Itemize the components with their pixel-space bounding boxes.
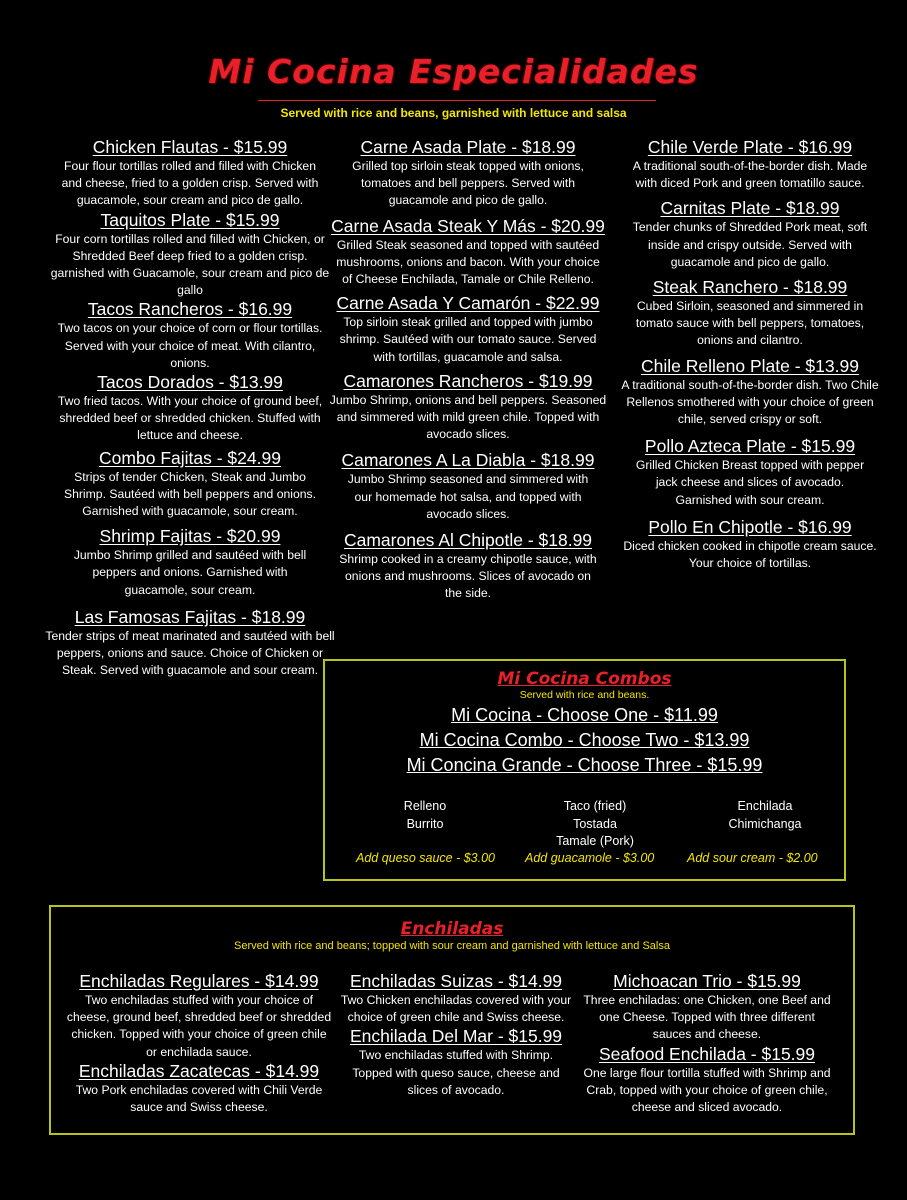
menu-item-description: Two Chicken enchiladas covered with your choice of green chile and Swiss cheese. — [340, 993, 572, 1025]
menu-column-3 — [600, 137, 900, 572]
menu-item — [40, 210, 340, 300]
menu-item — [318, 216, 618, 289]
menu-item-description: Diced chicken cooked in chipotle cream sauce. Your choice of tortillas. — [623, 538, 877, 571]
menu-item-title: Tacos Dorados - $13.99 — [97, 372, 283, 393]
menu-item-description: Cubed Sirloin, seasoned and simmered in tomato sauce with bell peppers, tomatoes, onions and cilantro. — [635, 299, 865, 348]
menu-item-title: Enchiladas Suizas - $14.99 — [349, 971, 563, 991]
combo-option: Tamale (Pork) — [556, 834, 634, 848]
menu-item-description: Jumbo Shrimp grilled and sautéed with bell peppers and onions. Garnished with guacamole, sour cream. — [73, 548, 307, 597]
menu-item-title: Chile Verde Plate - $16.99 — [647, 137, 853, 157]
menu-item-title: Steak Ranchero - $18.99 — [652, 277, 848, 298]
combos-subtitle: Served with rice and beans. — [519, 689, 650, 701]
menu-item — [40, 137, 340, 210]
menu-item-description: Grilled Steak seasoned and topped with sautéed mushrooms, onions and bacon. With your choice of Cheese Enchilada, Tamale or Chile Relleno. — [336, 237, 600, 287]
menu-item-description: Two enchiladas stuffed with Shrimp. Topped with queso sauce, cheese and slices of avocado. — [352, 1048, 560, 1097]
menu-item-title: Carne Asada Y Camarón - $22.99 — [336, 293, 600, 314]
menu-item-title: Camarones Al Chipotle - $18.99 — [343, 530, 593, 551]
menu-item-title: Seafood Enchilada - $15.99 — [599, 1043, 815, 1064]
menu-item-title: Enchiladas Regulares - $14.99 — [79, 971, 319, 991]
addon-queso: Add queso sauce - $3.00 — [356, 851, 495, 865]
menu-item-title: Chicken Flautas - $15.99 — [92, 137, 288, 157]
menu-item-description: Jumbo Shrimp seasoned and simmered with our homemade hot salsa, and topped with avocado slices. — [347, 472, 589, 521]
menu-item-description: Two tacos on your choice of corn or flour tortillas. Served with your choice of meat. With cilantro, onions. — [57, 321, 323, 370]
menu-item-description: Two Pork enchiladas covered with Chili Verde sauce and Swiss cheese. — [75, 1082, 323, 1115]
combo-option: Enchilada — [737, 799, 793, 813]
menu-item-title: Michoacan Trio - $15.99 — [613, 971, 801, 991]
page-subtitle: Served with rice and beans, garnished with lettuce and salsa — [280, 106, 627, 120]
menu-item-description: Grilled top sirloin steak topped with onions, tomatoes and bell peppers. Served with guacamole and pico de gallo. — [352, 159, 584, 208]
menu-item — [579, 1044, 835, 1117]
menu-item-title: Pollo Azteca Plate - $15.99 — [644, 436, 856, 457]
menu-item-description: Four corn tortillas rolled and filled with Chicken, or Shredded Beef deep fried to a golden crisp. garnished with Guacamole, sour cream and pico de gallo — [50, 231, 330, 298]
menu-item-description: One large flour tortilla stuffed with Shrimp and Crab, topped with your choice of green chile, cheese and sliced avocado. — [583, 1065, 831, 1115]
menu-item-title: Camarones Rancheros - $19.99 — [343, 370, 593, 391]
title-divider — [258, 100, 656, 101]
menu-item — [600, 198, 900, 271]
menu-item — [65, 971, 333, 1061]
menu-item-title: Camarones A La Diabla - $18.99 — [341, 450, 595, 471]
menu-item-description: Four flour tortillas rolled and filled with Chicken and cheese, fried to a golden crisp. Served with guacamole, sour cream and pico de gallo. — [61, 159, 319, 208]
menu-item-title: Combo Fajitas - $24.99 — [99, 447, 281, 468]
menu-item — [318, 450, 618, 523]
menu-item-description: Jumbo Shrimp, onions and bell peppers. Seasoned and simmered with mild green chile. Topped with avocado slices. — [329, 392, 607, 442]
menu-item-title: Carne Asada Steak Y Más - $20.99 — [331, 215, 605, 236]
menu-item-title: Taquitos Plate - $15.99 — [100, 209, 280, 230]
menu-item — [318, 137, 618, 210]
menu-item-title: Carne Asada Plate - $18.99 — [360, 137, 576, 157]
menu-item — [600, 436, 900, 509]
menu-item — [579, 971, 835, 1044]
menu-item — [318, 293, 618, 366]
menu-item — [325, 1026, 587, 1099]
menu-item — [40, 299, 340, 372]
menu-column-2 — [318, 137, 618, 603]
menu-item-title: Shrimp Fajitas - $20.99 — [99, 526, 281, 547]
menu-item-title: Enchilada Del Mar - $15.99 — [349, 1026, 563, 1047]
menu-item — [318, 530, 618, 603]
menu-item — [600, 356, 900, 429]
menu-item-description: A traditional south-of-the-border dish. Two Chile Rellenos smothered with your choice of green chile, served crispy or soft. — [621, 377, 879, 427]
enchiladas-title: Enchiladas — [400, 919, 504, 939]
menu-item — [40, 448, 340, 521]
menu-column-1 — [40, 137, 340, 679]
menu-item-description: Two fried tacos. With your choice of ground beef, shredded beef or shredded chicken. Stuffed with lettuce and cheese. — [57, 394, 323, 443]
menu-item-title: Las Famosas Fajitas - $18.99 — [74, 606, 306, 627]
combo-options-left — [365, 798, 485, 833]
menu-item-description: A traditional south-of-the-border dish. Made with diced Pork and green tomatillo sauce. — [632, 159, 868, 191]
combo-option: Taco (fried) — [563, 799, 627, 813]
combo-option: Chimichanga — [728, 816, 802, 831]
combos-box — [323, 659, 846, 881]
menu-item-description: Strips of tender Chicken, Steak and Jumbo Shrimp. Sautéed with bell peppers and onions. Garnished with guacamole, sour cream. — [63, 469, 317, 519]
menu-item — [40, 372, 340, 445]
menu-item — [600, 277, 900, 350]
combo-options-middle — [525, 798, 665, 851]
menu-item-title: Chile Relleno Plate - $13.99 — [641, 355, 859, 376]
enchiladas-box — [49, 905, 855, 1135]
combo-option: Tostada — [573, 816, 617, 831]
combo-line: Mi Concina Grande - Choose Three - $15.99 — [406, 755, 763, 775]
menu-item-description: Tender strips of meat marinated and sautéed with bell peppers, onions and sauce. Choice of Chicken or Steak. Served with guacamole and sour cream. — [45, 628, 335, 678]
menu-item-description: Two enchiladas stuffed with your choice of cheese, ground beef, shredded beef or shredded chicken. Topped with your choice of green chile or enchilada sauce. — [66, 993, 332, 1059]
menu-item-title: Tacos Rancheros - $16.99 — [87, 299, 293, 320]
combo-options-right — [695, 798, 835, 833]
menu-item — [318, 371, 618, 444]
enchiladas-column-2 — [325, 971, 587, 1099]
menu-item-description: Grilled Chicken Breast topped with pepper jack cheese and slices of avocado. Garnished with sour cream. — [635, 458, 865, 507]
enchiladas-column-3 — [579, 971, 835, 1116]
menu-item — [40, 607, 340, 680]
combo-line: Mi Cocina Combo - Choose Two - $13.99 — [419, 730, 750, 750]
combo-option: Burrito — [406, 816, 444, 831]
menu-item — [600, 517, 900, 572]
menu-item-description: Tender chunks of Shredded Pork meat, soft inside and crispy outside. Served with guacamole and pico de gallo. — [632, 220, 868, 269]
menu-item-description: Three enchiladas: one Chicken, one Beef and one Cheese. Topped with three different sauces and cheese. — [583, 993, 831, 1042]
menu-item-title: Enchiladas Zacatecas - $14.99 — [78, 1060, 320, 1081]
menu-item — [40, 526, 340, 599]
page-title: Mi Cocina Especialidades — [208, 52, 699, 91]
menu-item — [325, 971, 587, 1026]
combos-title: Mi Cocina Combos — [497, 669, 672, 689]
addon-sour-cream: Add sour cream - $2.00 — [687, 851, 818, 865]
menu-item — [600, 137, 900, 192]
combo-option: Relleno — [403, 799, 447, 813]
menu-item-description: Shrimp cooked in a creamy chipotle sauce, with onions and mushrooms. Slices of avocado on the side. — [339, 552, 597, 601]
enchiladas-column-1 — [65, 971, 333, 1116]
enchiladas-subtitle: Served with rice and beans; topped with sour cream and garnished with lettuce and Salsa — [234, 940, 670, 952]
menu-item-title: Carnitas Plate - $18.99 — [660, 198, 840, 219]
addon-guacamole: Add guacamole - $3.00 — [525, 851, 655, 865]
menu-item-description: Top sirloin steak grilled and topped with jumbo shrimp. Sautéed with our tomato sauce. Served with tortillas, guacamole and salsa. — [339, 315, 597, 364]
menu-item — [65, 1061, 333, 1116]
combo-line: Mi Cocina - Choose One - $11.99 — [451, 705, 718, 725]
combos-prices — [325, 703, 844, 778]
menu-item-title: Pollo En Chipotle - $16.99 — [648, 516, 852, 537]
